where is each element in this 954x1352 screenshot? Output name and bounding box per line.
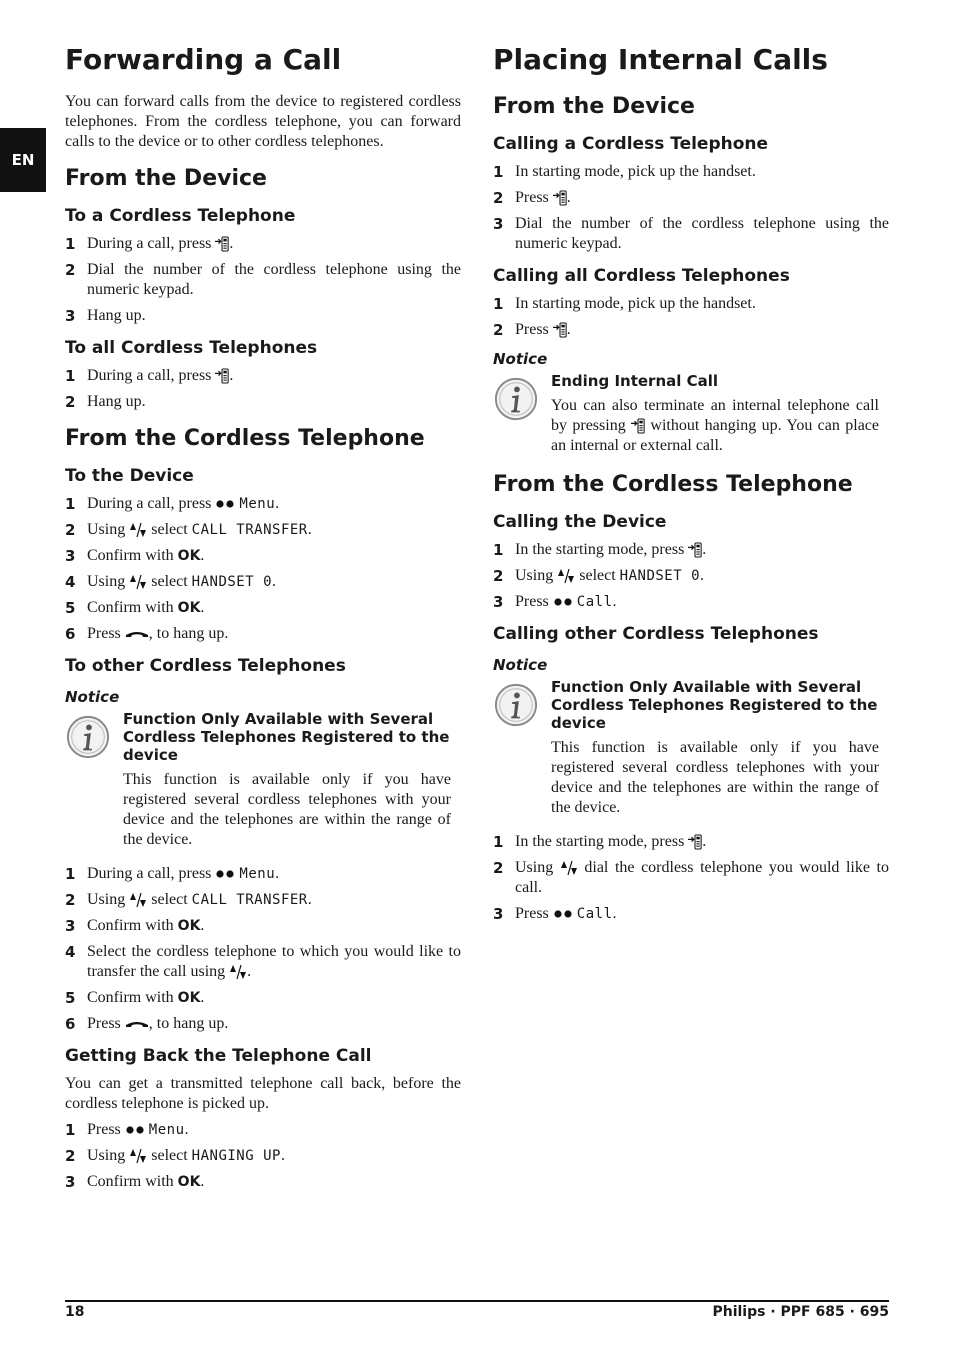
notice-box	[493, 678, 889, 818]
info-icon	[65, 714, 111, 760]
step: 2 Using select CALL TRANSFER.	[65, 891, 312, 909]
internal-call-icon	[553, 190, 567, 206]
step: 3 Dial the number of the cordless telephone using the numeric keypad.	[493, 215, 889, 252]
up-down-arrows-icon	[560, 860, 578, 876]
step: 2 Using select HANGING UP.	[65, 1147, 285, 1165]
step: 2 Press .	[493, 189, 571, 207]
step: 4 Using select HANDSET 0.	[65, 573, 277, 591]
heading-calling-all: Calling all Cordless Telephones	[493, 266, 790, 286]
step: 4 Select the cordless telephone to which you would like to transfer the call using .	[65, 943, 461, 980]
internal-call-icon	[215, 368, 229, 384]
step: 3 Confirm with OK.	[65, 1173, 205, 1191]
step: 2 Dial the number of the cordless telephone using the numeric keypad.	[65, 261, 461, 298]
heading-to-cordless: To a Cordless Telephone	[65, 206, 296, 226]
notice-label: Notice	[493, 656, 548, 674]
steps-to-device	[65, 494, 461, 644]
notice-box	[65, 710, 461, 850]
section-title-internal-calls: Placing Internal Calls	[493, 43, 828, 76]
step: 6 Press , to hang up.	[65, 1015, 229, 1033]
heading-getting-back: Getting Back the Telephone Call	[65, 1046, 372, 1066]
up-down-arrows-icon	[129, 522, 147, 538]
steps-calling-other	[493, 832, 889, 924]
step: 5 Confirm with OK.	[65, 989, 205, 1007]
step: 1 Press Menu.	[65, 1121, 189, 1139]
notice-label: Notice	[65, 688, 120, 706]
notice-text: This function is available only if you have registered several cordless telephones with your device and the telephones are within the range of the device.	[123, 771, 451, 848]
steps-calling-cordless	[493, 162, 889, 254]
step: 1 In the starting mode, press .	[493, 541, 707, 559]
steps-calling-device	[493, 540, 889, 612]
softkey-dots-icon	[125, 1125, 145, 1135]
step: 5 Confirm with OK.	[65, 599, 205, 617]
step: 1 During a call, press .	[65, 235, 234, 253]
up-down-arrows-icon	[229, 964, 247, 980]
info-icon	[493, 682, 539, 728]
notice-box	[493, 372, 889, 456]
hang-up-icon	[125, 1019, 149, 1029]
step: 1 In the starting mode, press .	[493, 833, 707, 851]
step: 2 Using select CALL TRANSFER.	[65, 521, 312, 539]
step: 3 Press Call.	[493, 593, 617, 611]
heading-calling-device: Calling the Device	[493, 512, 667, 532]
step: 2 Hang up.	[65, 393, 146, 411]
footer-rule	[65, 1300, 889, 1302]
step: 3 Confirm with OK.	[65, 917, 205, 935]
product-name: Philips · PPF 685 · 695	[712, 1304, 889, 1320]
step: 1 During a call, press Menu.	[65, 495, 280, 513]
notice-label: Notice	[493, 350, 548, 368]
heading-from-device: From the Device	[65, 166, 267, 191]
up-down-arrows-icon	[129, 892, 147, 908]
info-icon	[493, 376, 539, 422]
page-number: 18	[65, 1304, 85, 1320]
internal-call-icon	[631, 418, 645, 434]
step: 2 Using select HANDSET 0.	[493, 567, 705, 585]
internal-call-icon	[215, 236, 229, 252]
internal-call-icon	[688, 542, 702, 558]
notice-title: Function Only Available with Several Cordless Telephones Registered to the device	[551, 678, 878, 732]
step: 1 In starting mode, pick up the handset.	[493, 295, 756, 313]
softkey-dots-icon	[215, 499, 235, 509]
notice-title: Ending Internal Call	[551, 372, 719, 390]
step: 3 Press Call.	[493, 905, 617, 923]
internal-call-icon	[553, 322, 567, 338]
language-tab	[0, 128, 46, 192]
steps-getting-back	[65, 1120, 461, 1192]
steps-to-other	[65, 864, 461, 1034]
section-title-forwarding: Forwarding a Call	[65, 43, 342, 76]
notice-text: You can also terminate an internal telephone call by pressing without hanging up. You can place an internal or external call.	[551, 397, 880, 454]
notice-title: Function Only Available with Several Cordless Telephones Registered to the device	[123, 710, 450, 764]
heading-calling-cordless: Calling a Cordless Telephone	[493, 134, 769, 154]
step: 1 During a call, press .	[65, 367, 234, 385]
forwarding-intro: You can forward calls from the device to registered cordless telephones. From the cordless telephone, you can forward calls to the device or to other cordless telephones.	[65, 93, 461, 150]
heading-from-cordless: From the Cordless Telephone	[65, 426, 425, 451]
heading-to-device: To the Device	[65, 466, 194, 486]
heading-from-device: From the Device	[493, 94, 695, 119]
heading-to-other: To other Cordless Telephones	[65, 656, 346, 676]
up-down-arrows-icon	[129, 1148, 147, 1164]
heading-from-cordless: From the Cordless Telephone	[493, 472, 853, 497]
softkey-dots-icon	[553, 597, 573, 607]
getting-back-intro: You can get a transmitted telephone call back, before the cordless telephone is picked up.	[65, 1075, 461, 1112]
steps-calling-all	[493, 294, 889, 340]
softkey-dots-icon	[215, 869, 235, 879]
heading-to-all: To all Cordless Telephones	[65, 338, 318, 358]
step: 3 Confirm with OK.	[65, 547, 205, 565]
internal-call-icon	[688, 834, 702, 850]
step: 6 Press , to hang up.	[65, 625, 229, 643]
up-down-arrows-icon	[557, 568, 575, 584]
steps-to-all	[65, 366, 461, 412]
step: 1 In starting mode, pick up the handset.	[493, 163, 756, 181]
step: 2 Using dial the cordless telephone you would like to call.	[493, 859, 889, 896]
step: 3 Hang up.	[65, 307, 146, 325]
step: 2 Press .	[493, 321, 571, 339]
hang-up-icon	[125, 629, 149, 639]
up-down-arrows-icon	[129, 574, 147, 590]
steps-to-cordless	[65, 234, 461, 326]
softkey-dots-icon	[553, 909, 573, 919]
language-label: EN	[11, 151, 35, 169]
right-column	[493, 40, 889, 930]
notice-text: This function is available only if you have registered several cordless telephones with your device and the telephones are within the range of the device.	[551, 739, 879, 816]
left-column	[65, 40, 461, 1198]
heading-calling-other: Calling other Cordless Telephones	[493, 624, 819, 644]
step: 1 During a call, press Menu.	[65, 865, 280, 883]
